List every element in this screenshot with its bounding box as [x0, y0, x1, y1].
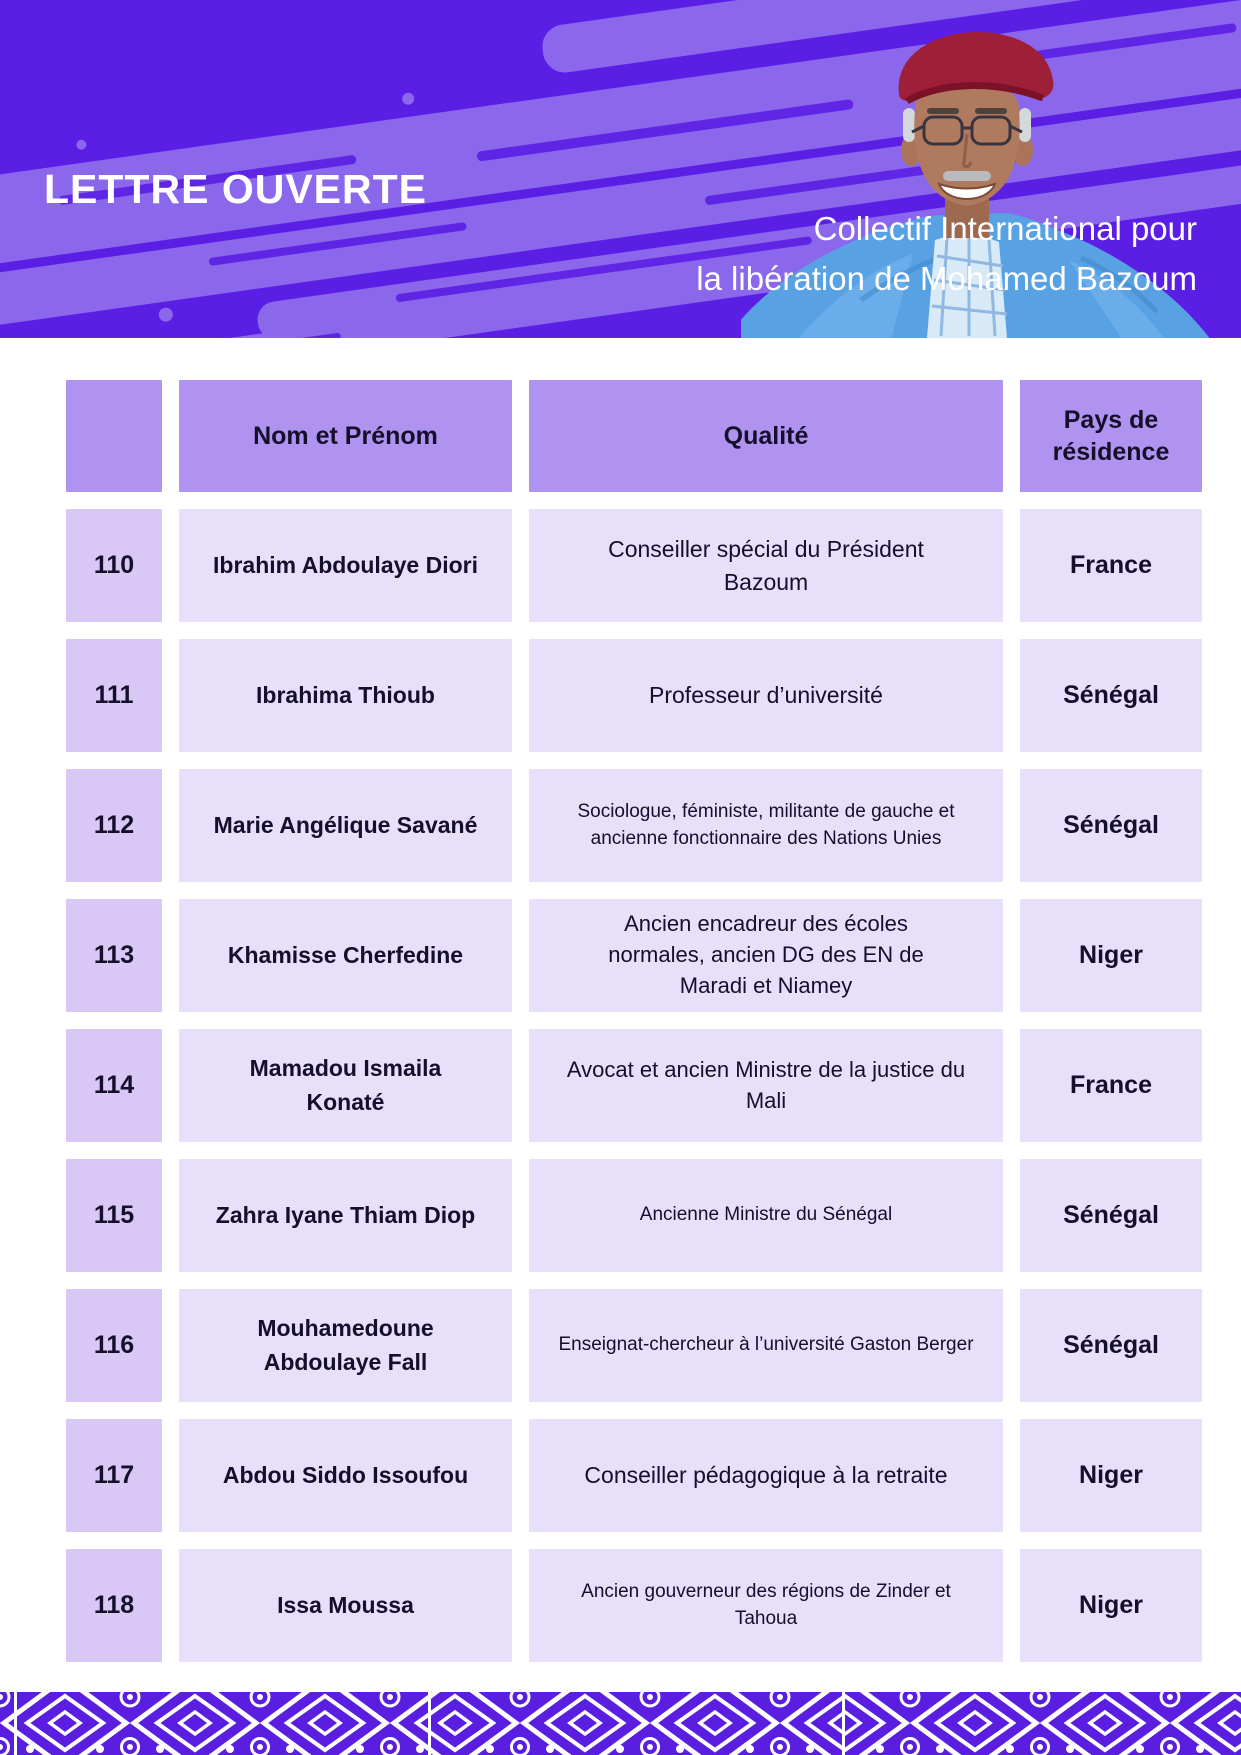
- row-name: Marie Angélique Savané: [179, 769, 512, 882]
- row-country: Sénégal: [1020, 769, 1202, 882]
- row-role: Ancien gouverneur des régions de Zinder et Tahoua: [529, 1549, 1003, 1662]
- header-cell-index: [66, 380, 162, 492]
- row-index: 114: [66, 1029, 162, 1142]
- row-name: Issa Moussa: [179, 1549, 512, 1662]
- table-row: [66, 639, 1206, 752]
- organization-line-2: la libération de Mohamed Bazoum: [696, 259, 1197, 297]
- row-name: Ibrahim Abdoulaye Diori: [179, 509, 512, 622]
- signatories-table: [66, 380, 1206, 1679]
- row-name: Mamadou Ismaila Konaté: [179, 1029, 512, 1142]
- table-row: [66, 1549, 1206, 1662]
- row-index: 115: [66, 1159, 162, 1272]
- table-header-row: [66, 380, 1206, 492]
- row-country: Niger: [1020, 1419, 1202, 1532]
- organization-line-1: Collectif International pour: [813, 210, 1197, 247]
- row-country: Niger: [1020, 899, 1202, 1012]
- row-role: Enseignat-chercheur à l’université Gaston Berger: [529, 1289, 1003, 1402]
- row-index: 112: [66, 769, 162, 882]
- row-role: Sociologue, féministe, militante de gauche et ancienne fonctionnaire des Nations Unies: [529, 769, 1003, 882]
- table-row: [66, 1029, 1206, 1142]
- row-role: Conseiller spécial du Président Bazoum: [529, 509, 1003, 622]
- row-index: 116: [66, 1289, 162, 1402]
- header-cell-country: Pays de résidence: [1020, 380, 1202, 492]
- row-country: Sénégal: [1020, 1289, 1202, 1402]
- row-country: Sénégal: [1020, 1159, 1202, 1272]
- organization-title: [696, 204, 1197, 303]
- row-index: 111: [66, 639, 162, 752]
- row-name: Ibrahima Thioub: [179, 639, 512, 752]
- table-row: [66, 899, 1206, 1012]
- footer-pattern: [0, 1692, 1241, 1755]
- row-name: Abdou Siddo Issoufou: [179, 1419, 512, 1532]
- row-index: 118: [66, 1549, 162, 1662]
- row-country: Niger: [1020, 1549, 1202, 1662]
- row-role: Professeur d’université: [529, 639, 1003, 752]
- row-role: Ancienne Ministre du Sénégal: [529, 1159, 1003, 1272]
- table-row: [66, 1289, 1206, 1402]
- row-country: Sénégal: [1020, 639, 1202, 752]
- row-index: 110: [66, 509, 162, 622]
- page-title: LETTRE OUVERTE: [44, 166, 428, 212]
- row-name: Khamisse Cherfedine: [179, 899, 512, 1012]
- row-name: Mouhamedoune Abdoulaye Fall: [179, 1289, 512, 1402]
- row-role: Avocat et ancien Ministre de la justice du Mali: [529, 1029, 1003, 1142]
- table-row: [66, 769, 1206, 882]
- row-country: France: [1020, 509, 1202, 622]
- header-cell-role: Qualité: [529, 380, 1003, 492]
- row-index: 117: [66, 1419, 162, 1532]
- header-cell-name: Nom et Prénom: [179, 380, 512, 492]
- row-index: 113: [66, 899, 162, 1012]
- banner: [0, 0, 1241, 338]
- table-row: [66, 1419, 1206, 1532]
- row-role: Ancien encadreur des écoles normales, ancien DG des EN de Maradi et Niamey: [529, 899, 1003, 1012]
- table-row: [66, 509, 1206, 622]
- row-country: France: [1020, 1029, 1202, 1142]
- row-role: Conseiller pédagogique à la retraite: [529, 1419, 1003, 1532]
- table-row: [66, 1159, 1206, 1272]
- row-name: Zahra Iyane Thiam Diop: [179, 1159, 512, 1272]
